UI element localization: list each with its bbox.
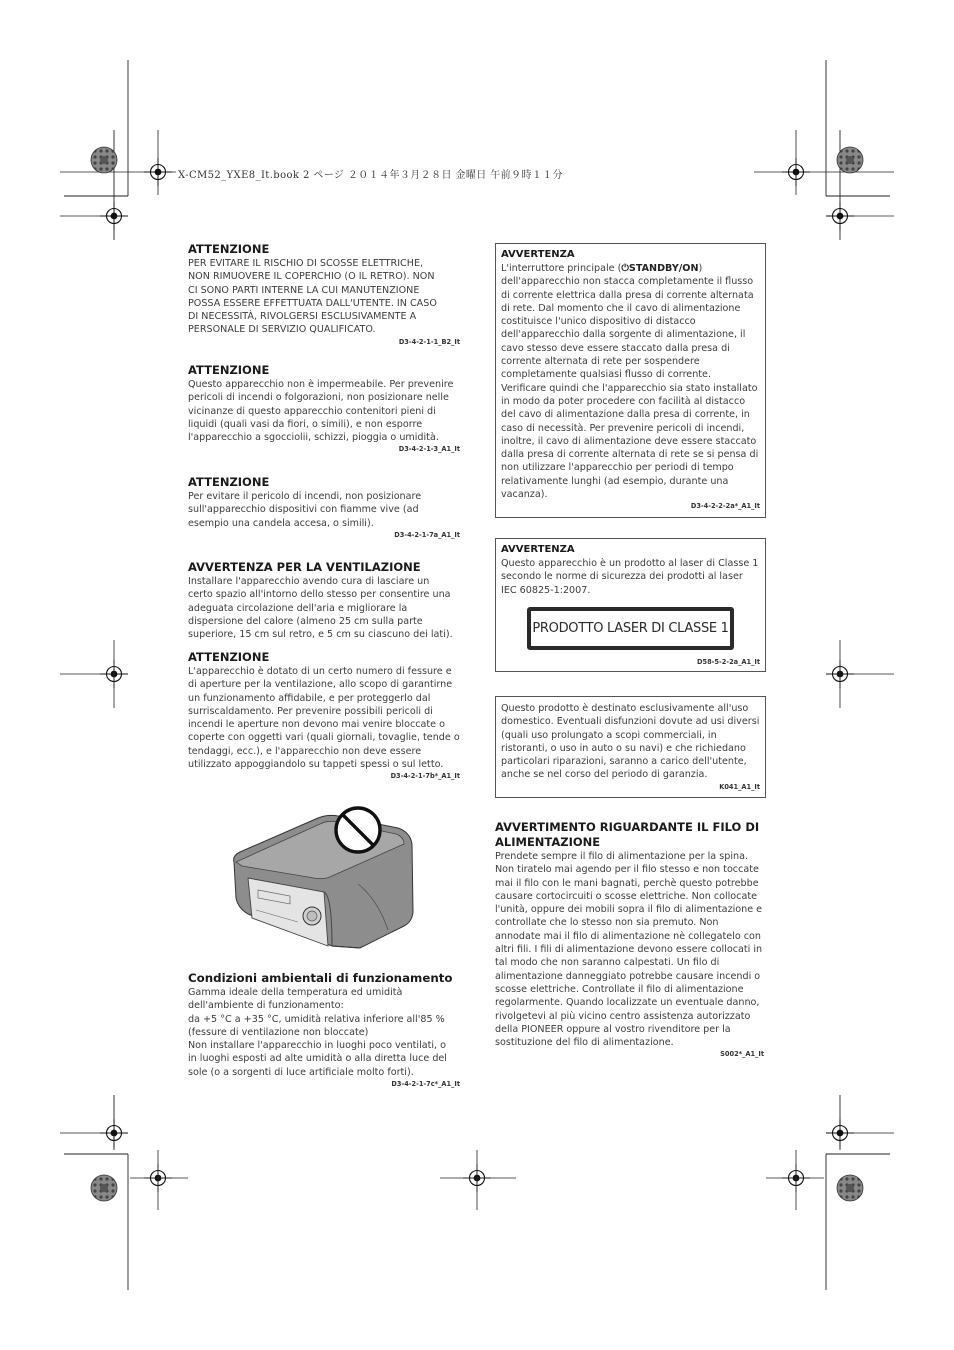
- text-line: secondo le norme di sicurezza dei prodotti al laser: [501, 571, 743, 583]
- text-line: POSSA ESSERE EFFETTUATA DALL'UTENTE. IN CASO: [188, 297, 437, 309]
- section-title: AVVERTENZA PER LA VENTILAZIONE: [188, 560, 421, 574]
- text-line: inoltre, il cavo di alimentazione deve essere staccato: [501, 435, 757, 447]
- text-line: cavo stesso deve essere staccato dalla presa di: [501, 342, 730, 354]
- text-line: (fessure di ventilazione non bloccate): [188, 1026, 369, 1038]
- text-line: dispersione del calore (almeno 25 cm sulla parte: [188, 615, 423, 627]
- text-line: rivolgetevi al più vicino centro assistenza autorizzato: [495, 1010, 751, 1022]
- section-title: ATTENZIONE: [188, 475, 270, 489]
- text-line: Questo apparecchio non è impermeabile. Per prevenire: [188, 379, 454, 390]
- section-title: ATTENZIONE: [188, 363, 270, 377]
- section-title-line: ALIMENTAZIONE: [495, 835, 601, 849]
- text-line: Verificare quindi che l'apparecchio sia stato installato: [501, 382, 758, 394]
- text-line: tendaggi, ecc.), e l'apparecchio non deve essere: [188, 745, 422, 757]
- text-line: relativamente lunghi (ad esempio, durante una: [501, 475, 729, 487]
- text-line: superiore, 15 cm sul retro, e 5 cm su ciascuno dei lati).: [188, 629, 453, 641]
- text-line: vicinanze di questo apparecchio contenitori pieni di: [188, 405, 436, 417]
- text-line: di corrente elettrica dalla presa di corrente alternata: [501, 289, 754, 301]
- text-line: CI SONO PARTI INTERNE LA CUI MANUTENZIONE: [188, 284, 420, 296]
- text-line: tal modo che non saranno calpestati. Un filo di: [495, 957, 720, 969]
- section-title: ATTENZIONE: [188, 650, 270, 664]
- section-code: K041_A1_It: [719, 782, 760, 791]
- text-line: IEC 60825-1:2007.: [501, 584, 591, 596]
- avvertenza-standby-box: [495, 243, 766, 518]
- section-code: S002*_A1_It: [720, 1050, 764, 1059]
- text-line: corrente alternata di rete per sospendere: [501, 356, 700, 368]
- section-code: D3-4-2-1-1_B2_It: [398, 337, 460, 346]
- covered-unit-illustration: [228, 800, 418, 952]
- text-line: pericoli di incendi o folgorazioni, non posizionare nelle: [188, 392, 449, 404]
- text-line: l'apparecchio a sgocciolii, schizzi, pioggia o umidità.: [188, 432, 439, 444]
- box-title: AVVERTENZA: [501, 544, 575, 555]
- text-line: causare cortocircuiti o scosse elettriche. Non collocate: [495, 890, 757, 902]
- section-code: D3-4-2-2-2a*_A1_It: [690, 502, 760, 511]
- section-attenzione-4: [188, 650, 460, 781]
- section-title: Condizioni ambientali di funzionamento: [188, 971, 453, 985]
- text-line: di aperture per la ventilazione, allo scopo di garantirne: [188, 679, 453, 691]
- text-line: Gamma ideale della temperatura ed umidità: [188, 987, 403, 998]
- text-line: costituisce l'unico dispositivo di distacco: [501, 316, 696, 328]
- text-line: della PIONEER oppure al vostro rivenditore per la: [495, 1023, 731, 1035]
- text-line: (quali uso prolungato a scopi commerciali, in: [501, 729, 717, 741]
- section-attenzione-1: [188, 242, 460, 347]
- text-line: altri fili. I fili di alimentazione devono essere collocati in: [495, 944, 763, 956]
- text-line: [501, 262, 760, 275]
- text-line: dalla presa di corrente alternata di rete se si pensa di: [501, 449, 759, 461]
- book-header: X-CM52_YXE8_It.book 2 ページ ２０１４年３月２８日 金曜日 午前９時１１分: [178, 170, 564, 181]
- text-line: Prendete sempre il filo di alimentazione per la spina.: [495, 851, 748, 862]
- text-line: vacanza).: [501, 489, 548, 501]
- text-line: Questo apparecchio è un prodotto al laser di Classe 1: [501, 558, 759, 569]
- text-line: coperte con oggetti vari (quali giornali, tovaglie, tende o: [188, 732, 460, 744]
- text-line: annodate mai il filo di alimentazione nè collegatelo con: [495, 930, 761, 942]
- text-line: PER EVITARE IL RISCHIO DI SCOSSE ELETTRICHE,: [188, 258, 424, 269]
- text-line: DI NECESSITÀ, RIVOLGERSI ESCLUSIVAMENTE A: [188, 311, 417, 323]
- section-code: D3-4-2-1-7b*_A1_It: [390, 772, 460, 781]
- section-ventilazione: [188, 560, 460, 641]
- text-line: esempio una candela accesa, o simili).: [188, 517, 374, 529]
- text-line: in modo da poter procedere con facilità al distacco: [501, 395, 746, 407]
- text-line: caso di necessità. Per prevenire pericoli di incendi,: [501, 422, 745, 434]
- section-condizioni-ambientali: [188, 971, 460, 1089]
- text-line: surriscaldamento. Per prevenire possibili pericoli di: [188, 705, 433, 717]
- text-line: l'unità, oppure dei mobili sopra il filo di alimentazione e: [495, 904, 763, 916]
- text-line: domestico. Eventuali disfunzioni dovute ad usi diversi: [501, 716, 760, 728]
- text-line: da +5 °C a +35 °C, umidità relativa inferiore all'85 %: [188, 1013, 445, 1025]
- section-filo-alimentazione: [495, 820, 766, 1059]
- text-line: Per evitare il pericolo di incendi, non posizionare: [188, 491, 422, 502]
- text-line: Non tiratelo mai agendo per il filo stesso e non toccate: [495, 864, 759, 876]
- section-body: [188, 257, 460, 337]
- section-code: D3-4-2-1-3_A1_It: [398, 445, 460, 454]
- section-code: D58-5-2-2a_A1_It: [697, 658, 760, 666]
- text-line: Questo prodotto è destinato esclusivamente all'uso: [501, 703, 749, 714]
- avvertenza-laser-box: [495, 538, 766, 672]
- text-line: ristoranti, o uso in auto o su navi) e che richiedano: [501, 742, 746, 754]
- text-line: liquidi (quali vasi da fiori, o simili), e non esporre: [188, 418, 423, 430]
- text-line: dell'ambiente di funzionamento:: [188, 1000, 344, 1012]
- text-line: anche se nel corso del periodo di garanzia.: [501, 769, 708, 781]
- text-line: sole (o a sorgenti di luce artificiale molto forti).: [188, 1066, 414, 1078]
- text-line: utilizzato appoggiandolo su tappeti spessi o sul letto.: [188, 759, 444, 771]
- standby-label: STANDBY/ON: [628, 263, 699, 274]
- text-line: particolari riparazioni, saranno a carico dell'utente,: [501, 756, 747, 768]
- text-span: ): [698, 263, 703, 274]
- box-title: AVVERTENZA: [501, 249, 575, 260]
- text-line: dell'apparecchio dalla sorgente di alimentazione, il: [501, 329, 746, 341]
- text-line: del cavo di alimentazione dalla presa di corrente, in: [501, 409, 750, 421]
- text-line: NON RIMUOVERE IL COPERCHIO (O IL RETRO). NON: [188, 271, 435, 283]
- text-line: Installare l'apparecchio avendo cura di lasciare un: [188, 576, 430, 587]
- text-line: non utilizzare l'apparecchio per periodi di tempo: [501, 462, 734, 474]
- text-line: incendi le aperture non devono mai venire bloccate o: [188, 719, 445, 731]
- text-line: sostituzione del filo di alimentazione.: [495, 1037, 674, 1049]
- text-line: regolarmente. Quando localizzate un eventuale danno,: [495, 997, 760, 1009]
- text-line: in luoghi esposti ad alte umidità o alla diretta luce del: [188, 1053, 447, 1065]
- section-code: D3-4-2-1-7a_A1_It: [394, 530, 460, 539]
- uso-domestico-box: [495, 696, 766, 798]
- power-icon: ⏻: [621, 263, 629, 274]
- text-line: adeguata circolazione dell'aria e migliorare la: [188, 602, 408, 614]
- text-line: dell'apparecchio non stacca completamente il flusso: [501, 276, 754, 288]
- text-line: certo spazio all'intorno dello stesso per consentire una: [188, 589, 451, 601]
- text-line: un funzionamento affidabile, e per proteggerlo dal: [188, 692, 431, 704]
- section-title: ATTENZIONE: [188, 242, 270, 256]
- text-line: mai il filo con le mani bagnati, perchè questo potrebbe: [495, 877, 759, 889]
- section-code: D3-4-2-1-7c*_A1_It: [391, 1080, 460, 1089]
- text-line: di rete. Dal momento che il cavo di alimentazione: [501, 302, 741, 314]
- section-title-line: AVVERTIMENTO RIGUARDANTE IL FILO DI: [495, 820, 760, 834]
- text-span: L'interruttore principale (: [501, 263, 622, 274]
- section-attenzione-3: [188, 475, 460, 540]
- text-line: PERSONALE DI SERVIZIO QUALIFICATO.: [188, 324, 376, 336]
- text-line: L'apparecchio è dotato di un certo numero di fessure e: [188, 666, 452, 677]
- text-line: scosse elettriche. Controllate il filo di alimentazione: [495, 983, 744, 995]
- laser-class-label: PRODOTTO LASER DI CLASSE 1: [527, 607, 734, 650]
- text-line: completamente qualsiasi flusso di corrente.: [501, 369, 711, 381]
- text-line: controllate che lo stesso non sia premuto. Non: [495, 917, 719, 929]
- text-line: alimentazione danneggiato potrebbe causare incendi o: [495, 970, 761, 982]
- text-line: sull'apparecchio dispositivi con fiamme vive (ad: [188, 504, 419, 516]
- section-attenzione-2: [188, 363, 460, 454]
- text-line: Non installare l'apparecchio in luoghi poco ventilati, o: [188, 1040, 447, 1052]
